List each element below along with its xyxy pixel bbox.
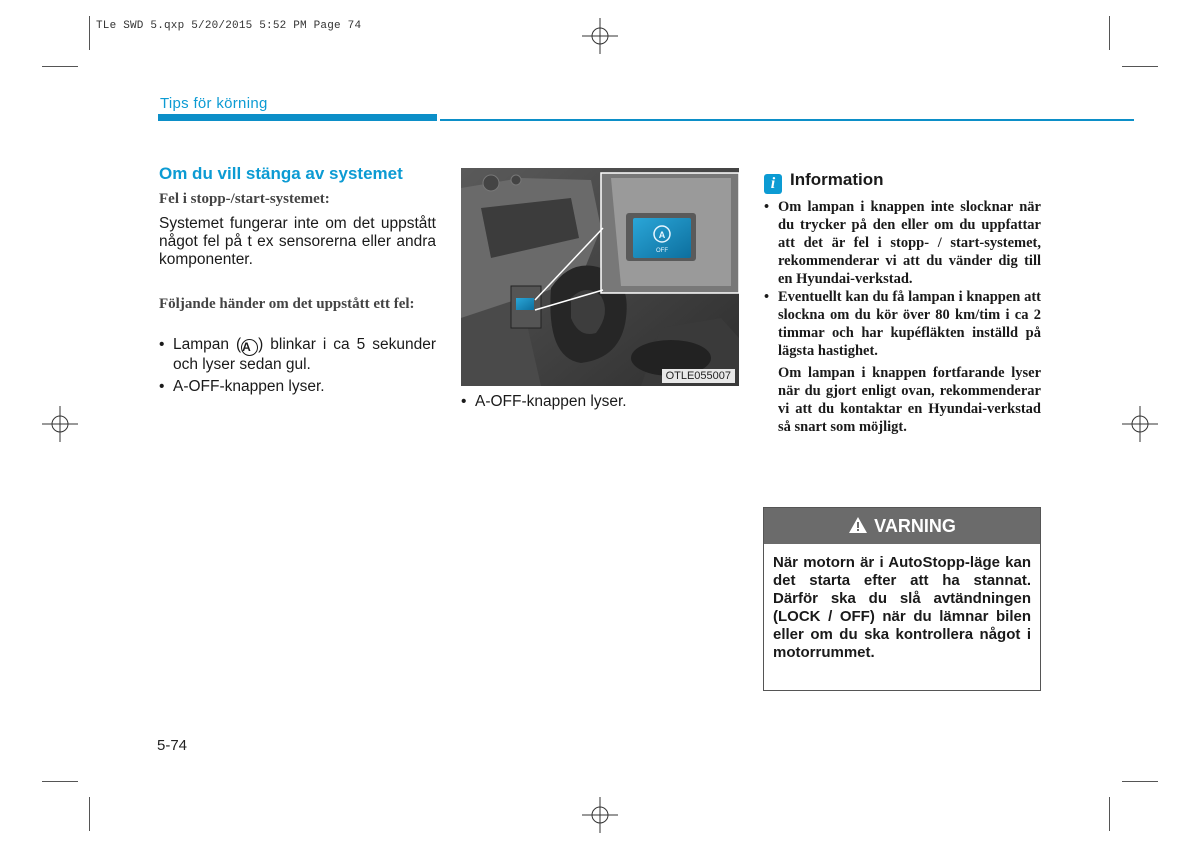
list-item <box>159 378 436 396</box>
header-rule <box>440 119 1134 121</box>
fault-paragraph: Systemet fungerar inte om det uppstått något fel på t ex sensorerna eller andra komponenter. <box>159 215 436 268</box>
subheading-consequences: Följande händer om det uppstått ett fel: <box>159 296 415 312</box>
header-bar <box>158 114 437 121</box>
section-title: Tips för körning <box>160 95 268 112</box>
crop-mark <box>1109 16 1110 50</box>
consequence-list <box>159 336 436 396</box>
list-item <box>461 393 739 411</box>
bullet: • <box>764 199 770 215</box>
crop-mark <box>89 797 90 831</box>
list-item <box>764 198 1041 288</box>
warning-triangle-icon <box>848 516 868 534</box>
information-title: Information <box>790 170 884 189</box>
subheading-fault: Fel i stopp-/start-systemet: <box>159 191 330 207</box>
print-slug: TLe SWD 5.qxp 5/20/2015 5:52 PM Page 74 <box>96 20 362 32</box>
warning-text: När motorn är i AutoStopp-läge kan det starta efter att ha stannat. Därför ska du slå avtändningen (LOCK / OFF) när du lämnar bilen eller om du ska kontrollera något i motorrummet. <box>773 554 1031 661</box>
center-console-illustration <box>461 168 739 386</box>
svg-text:OFF: OFF <box>656 248 668 254</box>
warning-header <box>764 508 1040 544</box>
auto-stop-indicator-icon: A <box>241 339 258 356</box>
caption-text: A-OFF-knappen lyser. <box>475 393 627 410</box>
bullet: • <box>764 289 770 305</box>
page-number: 5-74 <box>157 737 188 754</box>
list-item <box>159 336 436 374</box>
information-heading <box>764 170 884 194</box>
svg-text:A: A <box>658 230 666 240</box>
registration-mark-icon <box>42 406 78 442</box>
section-heading: Om du vill stänga av systemet <box>159 164 403 183</box>
warning-title: VARNING <box>874 516 956 536</box>
bullet: • <box>159 336 165 353</box>
bullet: • <box>159 378 165 395</box>
lamp-text-start: Lampan ( <box>173 336 242 353</box>
bullet: • <box>461 393 467 410</box>
crop-mark <box>42 66 78 67</box>
info-icon: i <box>764 174 782 194</box>
figure-caption <box>461 393 739 411</box>
information-list <box>764 198 1041 436</box>
warning-box <box>763 507 1041 691</box>
info-item-text: Om lampan i knappen inte slocknar när du trycker på den eller om du uppfattar att det är fel i stopp- / start-systemet, rekommenderar vi att du vänder dig till en Hyundai-verkstad. <box>778 199 1041 287</box>
registration-mark-icon <box>582 18 618 54</box>
figure-code: OTLE055007 <box>662 369 735 383</box>
list-item <box>764 288 1041 360</box>
info-paragraph: Om lampan i knappen fortfarande lyser när du gjort enligt ovan, rekommenderar vi att du kontaktar en Hyundai-verkstad så snart som möjligt. <box>778 365 1041 435</box>
registration-mark-icon <box>1122 406 1158 442</box>
lamp-text-end: ) blinkar i ca 5 sekunder och lyser sedan gul. <box>173 336 436 373</box>
aoff-text: A-OFF-knappen lyser. <box>173 378 325 395</box>
crop-mark <box>1122 781 1158 782</box>
crop-mark <box>89 16 90 50</box>
info-item-text: Eventuellt kan du få lampan i knappen att slockna om du kör över 80 km/tim i ca 2 timmar och har kupéfläkten inställd på lägsta hastighet. <box>778 289 1041 359</box>
registration-mark-icon <box>582 797 618 833</box>
crop-mark <box>1109 797 1110 831</box>
console-photo <box>461 168 739 386</box>
crop-mark <box>42 781 78 782</box>
crop-mark <box>1122 66 1158 67</box>
